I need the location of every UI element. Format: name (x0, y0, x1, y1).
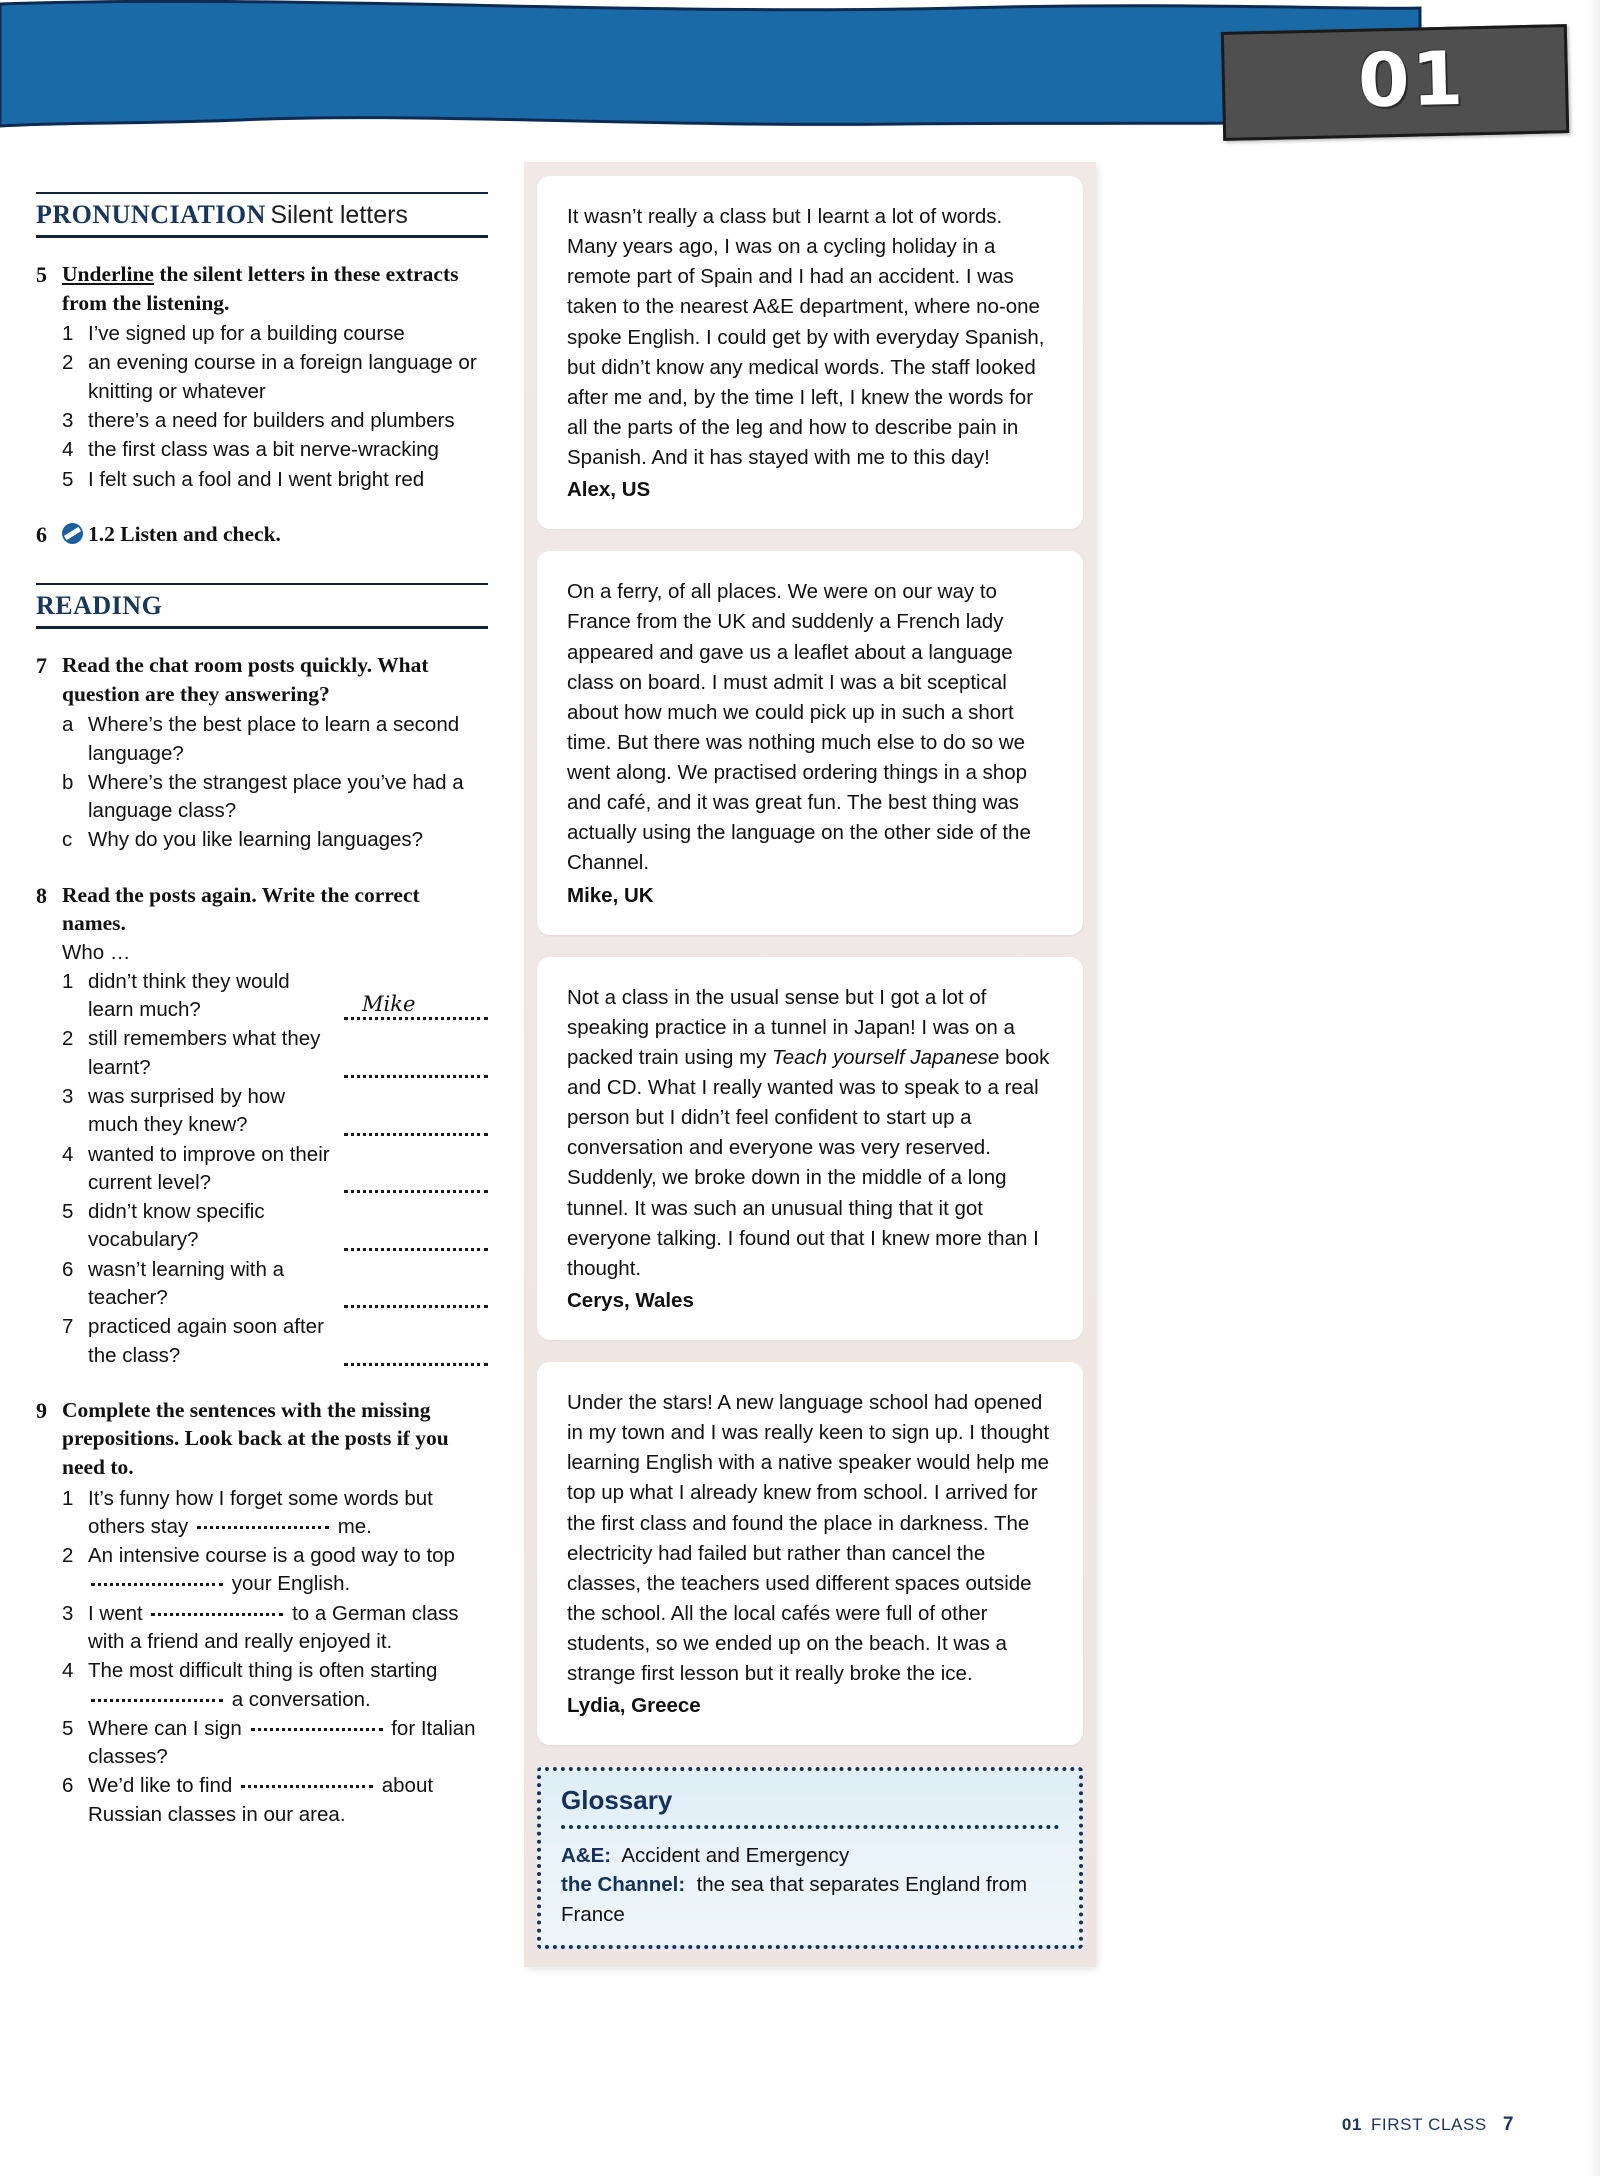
item-marker: 7 (62, 1315, 74, 1339)
exercise-8-subhead: Who … (62, 940, 131, 964)
list-item (62, 1198, 488, 1255)
sentence-before-gap: The most difficult thing is often starting (88, 1659, 438, 1683)
post-card (537, 176, 1083, 529)
exercise-8 (36, 881, 488, 1370)
item-marker: 3 (62, 409, 74, 433)
item-marker: 2 (62, 351, 74, 375)
exercise-5-instruction (62, 260, 488, 317)
post-body-part1: Not a class in the usual sense but I got a lot of speaking practice in a tunnel in Japan! I was on a packed train using my (567, 985, 1015, 1069)
preposition-gap[interactable] (251, 1728, 383, 1731)
post-body: Under the stars! A new language school had opened in my town and I was really keen to sign up. I thought learning English with a native speaker would help me top up what I already knew from school. I arrived for the first class and found the place in darkness. The electricity had failed but rather than cancel the classes, the teachers used different spaces outside the school. All the local cafés were full of other students, so we ended up on the beach. It was a strange first lesson but it really broke the ice. (567, 1391, 1050, 1686)
item-text: Where’s the strangest place you’ve had a language class? (88, 770, 464, 823)
sentence-after-gap: me. (337, 1514, 372, 1538)
item-text: Why do you like learning languages? (88, 828, 424, 852)
exercise-9 (36, 1396, 488, 1829)
exercise-7 (36, 651, 488, 855)
item-marker: b (62, 770, 74, 794)
answer-field[interactable] (344, 1113, 488, 1140)
exercise-8-heading (36, 881, 488, 938)
glossary-definition: Accident and Emergency (621, 1844, 850, 1868)
list-item[interactable] (62, 711, 488, 768)
preposition-gap[interactable] (91, 1699, 223, 1702)
item-text[interactable]: the first class was a bit nerve-wracking (88, 438, 439, 462)
answer-dotted-line (344, 1133, 488, 1136)
item-text (88, 1542, 488, 1599)
post-card (537, 551, 1083, 934)
item-text: wasn’t learning with a teacher? (88, 1257, 284, 1309)
exercise-9-number: 9 (36, 1397, 47, 1423)
item-marker: 4 (62, 1659, 74, 1683)
sentence-after-gap: to a German class with a friend and really enjoyed it. (88, 1601, 459, 1654)
page-footer (1342, 2114, 1514, 2136)
item-text: Where’s the best place to learn a second language? (88, 713, 460, 765)
sentence-after-gap: a conversation. (231, 1687, 371, 1711)
item-text[interactable]: an evening course in a foreign language or knitting or whatever (88, 351, 477, 403)
post-author: Mike, UK (567, 883, 654, 907)
exercise-5-number: 5 (36, 262, 47, 287)
item-text: was surprised by how much they knew? (88, 1085, 286, 1137)
item-text: didn’t think they would learn much? (88, 969, 290, 1022)
list-item (62, 1657, 488, 1714)
exercise-7-number: 7 (36, 653, 47, 679)
item-marker: 5 (62, 1716, 74, 1740)
chapter-number: 01 (1357, 35, 1466, 125)
item-marker: 1 (62, 1486, 74, 1510)
exercise-5-heading (36, 260, 488, 317)
list-item (62, 1141, 488, 1198)
item-text (88, 1715, 488, 1772)
list-item (62, 1313, 488, 1370)
exercise-6-heading (36, 520, 488, 549)
exercise-7-item-list (62, 711, 488, 854)
sentence-before-gap: We’d like to find (88, 1774, 233, 1798)
item-marker: 4 (62, 1142, 74, 1166)
list-item (62, 1485, 488, 1542)
item-text[interactable]: I felt such a fool and I went bright red (88, 467, 425, 491)
sentence-before-gap: An intensive course is a good way to top (88, 1544, 455, 1568)
sentence-before-gap: I went (88, 1601, 143, 1625)
list-item (62, 1256, 488, 1313)
item-text (88, 1485, 488, 1542)
item-marker: 3 (62, 1085, 74, 1109)
sentence-after-gap: about Russian classes in our area. (88, 1774, 434, 1826)
exercise-8-instruction: Read the posts again. Write the correct names. (62, 882, 420, 936)
section-title-pronunciation: PRONUNCIATION (36, 200, 266, 229)
section-heading-reading (36, 583, 488, 629)
post-body: It wasn’t really a class but I learnt a lot of words. Many years ago, I was on a cycling holiday in a remote part of Spain and I had an accident. I was taken to the nearest A&E department, where no-one spoke English. I could get by with everyday Spanish, but didn’t know any medical words. The staff looked after me and, by the time I left, I knew the words for all the parts of the leg and how to describe pain in Spanish. And it has stayed with me to this day! (567, 205, 1045, 469)
item-marker: 1 (62, 969, 74, 993)
sentence-before-gap: It’s funny how I forget some words but others stay (88, 1486, 433, 1538)
item-marker: 1 (62, 322, 74, 346)
list-item (62, 1025, 488, 1082)
section-heading-pronunciation (36, 192, 488, 238)
glossary-box (537, 1767, 1083, 1948)
glossary-entry (561, 1841, 1059, 1870)
post-body (567, 983, 1053, 1284)
sentence-before-gap: Where can I sign (88, 1716, 242, 1740)
answer-dotted-line (344, 1363, 488, 1366)
left-column (36, 192, 488, 1855)
audio-icon[interactable] (62, 523, 83, 544)
post-author: Cerys, Wales (567, 1288, 694, 1312)
list-item (62, 349, 488, 406)
exercise-6-instruction-text: Listen and check. (120, 521, 281, 546)
glossary-term: the Channel: (561, 1873, 686, 1897)
item-row (88, 968, 488, 1025)
glossary-title: Glossary (561, 1785, 1059, 1829)
glossary-definition: the sea that separates England from France (561, 1873, 1028, 1926)
page-scan-edge (1586, 0, 1600, 2176)
chat-posts-panel (524, 162, 1096, 1967)
footer-page-number: 7 (1502, 2114, 1514, 2135)
exercise-6 (36, 520, 488, 549)
item-marker: a (62, 713, 74, 737)
list-item (62, 1772, 488, 1829)
section-title-reading: READING (36, 591, 163, 621)
item-marker: c (62, 828, 73, 852)
list-item[interactable] (62, 769, 488, 826)
list-item (62, 1715, 488, 1772)
list-item (62, 407, 488, 435)
exercise-5 (36, 260, 488, 494)
sentence-after-gap: your English. (231, 1572, 351, 1596)
item-row (88, 1025, 488, 1082)
exercise-8-number: 8 (36, 882, 47, 908)
footer-chapter-number: 01 (1341, 2115, 1362, 2134)
post-author: Alex, US (567, 478, 651, 502)
exercise-5-instruction-rest: the silent letters in these extracts from the listening. (62, 262, 459, 315)
item-text: still remembers what they learnt? (88, 1027, 321, 1079)
answer-field[interactable] (344, 1170, 488, 1197)
right-column (524, 162, 1096, 1967)
sentence-after-gap: for Italian classes? (88, 1716, 476, 1769)
item-text: didn’t know specific vocabulary? (88, 1200, 265, 1252)
list-item (62, 1083, 488, 1140)
answer-field[interactable] (344, 1285, 488, 1312)
section-subtitle-pronunciation: Silent letters (270, 201, 408, 229)
item-marker: 4 (62, 438, 74, 462)
list-item (62, 968, 488, 1025)
item-marker: 2 (62, 1544, 74, 1568)
item-row (88, 1198, 488, 1255)
page-header-banner (0, 0, 1600, 160)
item-marker: 6 (62, 1257, 74, 1281)
exercise-9-item-list (62, 1485, 488, 1829)
exercise-9-heading (36, 1396, 488, 1482)
post-body: On a ferry, of all places. We were on our way to France from the UK and suddenly a French lady appeared and gave us a leaflet about a language class on board. I must admit I was a bit sceptical about how much we could pick up in such a short time. But there was nothing much else to do so we went along. We practised ordering things in a shop and café, and it was great fun. The best thing was actually using the language on the other side of the Channel. (567, 580, 1031, 875)
item-marker: 6 (62, 1774, 74, 1798)
post-body-part2: book and CD. What I really wanted was to speak to a real person but I didn’t feel confident to start up a conversation and everyone was very reserved. Suddenly, we broke down in the middle of a long tunnel. It was such an unusual thing that it got everyone talking. I found out that I knew more than I thought. (567, 1045, 1050, 1280)
exercise-7-heading (36, 651, 488, 708)
preposition-gap[interactable] (241, 1785, 373, 1788)
footer-book-title: FIRST CLASS (1370, 2115, 1487, 2134)
list-item (62, 436, 488, 464)
answer-field[interactable] (344, 991, 488, 1024)
answer-dotted-line (344, 1248, 488, 1251)
preposition-gap[interactable] (91, 1583, 223, 1586)
item-text: wanted to improve on their current level? (88, 1142, 330, 1194)
answer-field[interactable] (344, 1343, 488, 1370)
item-marker: 5 (62, 1200, 74, 1224)
answer-field[interactable] (344, 1228, 488, 1255)
list-item (62, 1600, 488, 1657)
glossary-entry (561, 1870, 1059, 1928)
item-text: practiced again soon after the class? (88, 1315, 324, 1367)
item-text (88, 1772, 488, 1829)
exercise-5-instruction-underlined: Underline (62, 262, 154, 286)
item-marker: 5 (62, 467, 74, 491)
list-item[interactable] (62, 826, 488, 854)
preposition-gap[interactable] (197, 1526, 329, 1529)
exercise-6-number: 6 (36, 521, 47, 547)
exercise-5-item-list (62, 320, 488, 494)
post-author: Lydia, Greece (567, 1694, 701, 1718)
exercise-6-track: 1.2 (88, 521, 115, 546)
item-row (88, 1083, 488, 1140)
item-text (88, 1657, 488, 1714)
item-text[interactable]: there’s a need for builders and plumbers (88, 409, 455, 433)
preposition-gap[interactable] (151, 1613, 283, 1616)
list-item (62, 320, 488, 348)
glossary-term: A&E: (561, 1844, 612, 1868)
list-item (62, 1542, 488, 1599)
exercise-7-instruction: Read the chat room posts quickly. What question are they answering? (62, 653, 429, 706)
answer-field[interactable] (344, 1055, 488, 1082)
answer-dotted-line (344, 1190, 488, 1193)
item-marker: 2 (62, 1027, 74, 1051)
answer-dotted-line (344, 1075, 488, 1078)
item-text (88, 1600, 488, 1657)
answer-dotted-line (344, 1305, 488, 1308)
post-card (537, 1362, 1083, 1745)
post-card (537, 957, 1083, 1340)
answer-handwritten-value: Mike (362, 991, 416, 1016)
exercise-9-instruction: Complete the sentences with the missing prepositions. Look back at the posts if you need to. (62, 1397, 449, 1480)
item-text[interactable]: I’ve signed up for a building course (88, 322, 405, 346)
post-body-book-title: Teach yourself Japanese (772, 1045, 1000, 1069)
exercise-8-item-list (62, 968, 488, 1370)
item-row (88, 1141, 488, 1198)
list-item (62, 466, 488, 494)
item-marker: 3 (62, 1601, 74, 1625)
exercise-6-instruction (62, 520, 488, 549)
item-row (88, 1256, 488, 1313)
item-row (88, 1313, 488, 1370)
